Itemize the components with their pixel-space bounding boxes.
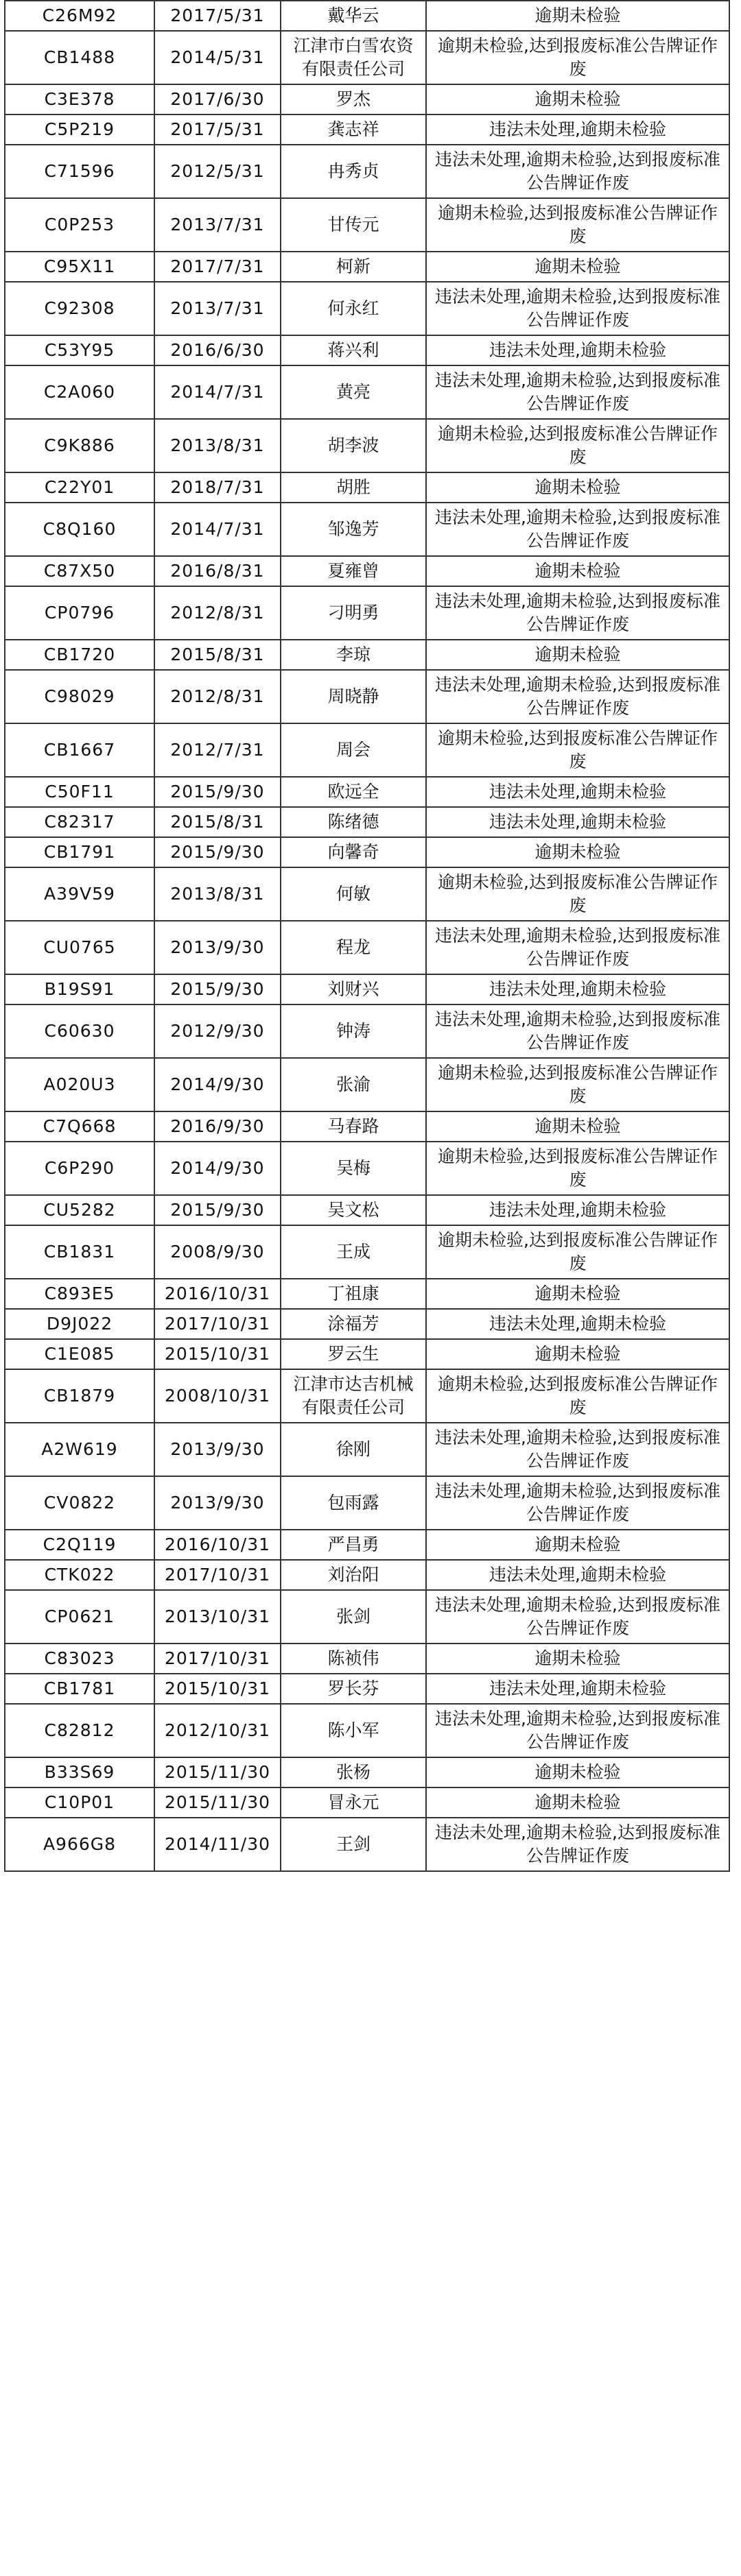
status-cell: 逾期未检验,达到报废标准公告牌证作废 [426,31,729,84]
table-row [5,586,729,640]
status-cell: 逾期未检验 [426,1757,729,1787]
expiry-date-cell: 2016/10/31 [154,1279,281,1309]
plate-number-cell: CP0621 [5,1590,154,1644]
plate-number-cell: CU5282 [5,1195,154,1225]
plate-number-cell: CB1720 [5,640,154,670]
plate-number-cell: CP0796 [5,586,154,640]
owner-name-cell: 王剑 [281,1818,426,1871]
table-row [5,1423,729,1476]
table-row [5,145,729,198]
plate-number-cell: CB1488 [5,31,154,84]
plate-number-cell: CU0765 [5,921,154,974]
owner-name-cell: 冒永元 [281,1787,426,1818]
status-cell: 逾期未检验 [426,1339,729,1369]
owner-name-cell: 冉秀贞 [281,145,426,198]
status-cell: 违法未处理,逾期未检验,达到报废标准公告牌证作废 [426,365,729,419]
status-cell: 逾期未检验,达到报废标准公告牌证作废 [426,1369,729,1423]
plate-number-cell: C60630 [5,1004,154,1058]
owner-name-cell: 何永红 [281,282,426,335]
owner-name-cell: 张渝 [281,1058,426,1111]
status-cell: 违法未处理,逾期未检验 [426,1674,729,1704]
table-row [5,1818,729,1871]
owner-name-cell: 王成 [281,1225,426,1279]
table-row [5,867,729,921]
status-cell: 逾期未检验,达到报废标准公告牌证作废 [426,1225,729,1279]
plate-number-cell: CB1667 [5,723,154,777]
table-row [5,640,729,670]
table-row [5,1195,729,1225]
table-body [5,1,729,1871]
owner-name-cell: 甘传元 [281,198,426,252]
expiry-date-cell: 2012/8/31 [154,670,281,723]
table-row [5,1530,729,1560]
expiry-date-cell: 2015/9/30 [154,1195,281,1225]
plate-number-cell: C10P01 [5,1787,154,1818]
owner-name-cell: 涂福芳 [281,1309,426,1339]
owner-name-cell: 周会 [281,723,426,777]
table-row [5,1560,729,1590]
owner-name-cell: 陈祯伟 [281,1644,426,1674]
expiry-date-cell: 2013/9/30 [154,1476,281,1530]
expiry-date-cell: 2015/10/31 [154,1339,281,1369]
plate-number-cell: C26M92 [5,1,154,31]
expiry-date-cell: 2012/9/30 [154,1004,281,1058]
expiry-date-cell: 2013/9/30 [154,1423,281,1476]
expiry-date-cell: 2015/11/30 [154,1757,281,1787]
status-cell: 逾期未检验 [426,1279,729,1309]
status-cell: 逾期未检验 [426,1644,729,1674]
expiry-date-cell: 2016/6/30 [154,335,281,365]
status-cell: 逾期未检验,达到报废标准公告牌证作废 [426,419,729,472]
plate-number-cell: B19S91 [5,974,154,1004]
status-cell: 违法未处理,逾期未检验,达到报废标准公告牌证作废 [426,145,729,198]
plate-number-cell: C3E378 [5,84,154,115]
table-row [5,1369,729,1423]
expiry-date-cell: 2013/9/30 [154,921,281,974]
status-cell: 逾期未检验,达到报废标准公告牌证作废 [426,1142,729,1195]
owner-name-cell: 钟涛 [281,1004,426,1058]
table-row [5,503,729,556]
table-row [5,777,729,807]
plate-number-cell: C0P253 [5,198,154,252]
status-cell: 违法未处理,逾期未检验 [426,777,729,807]
table-row [5,198,729,252]
owner-name-cell: 周晓静 [281,670,426,723]
status-cell: 逾期未检验 [426,556,729,586]
status-cell: 逾期未检验 [426,1,729,31]
expiry-date-cell: 2017/6/30 [154,84,281,115]
plate-number-cell: C9K886 [5,419,154,472]
plate-number-cell: CTK022 [5,1560,154,1590]
owner-name-cell: 蒋兴利 [281,335,426,365]
expiry-date-cell: 2014/9/30 [154,1142,281,1195]
expiry-date-cell: 2015/8/31 [154,640,281,670]
table-row [5,1674,729,1704]
owner-name-cell: 龚志祥 [281,115,426,145]
owner-name-cell: 吴梅 [281,1142,426,1195]
owner-name-cell: 刁明勇 [281,586,426,640]
plate-number-cell: C8Q160 [5,503,154,556]
expiry-date-cell: 2015/9/30 [154,974,281,1004]
plate-number-cell: C1E085 [5,1339,154,1369]
vehicle-record-table [4,0,730,1872]
expiry-date-cell: 2014/11/30 [154,1818,281,1871]
status-cell: 违法未处理,逾期未检验,达到报废标准公告牌证作废 [426,586,729,640]
expiry-date-cell: 2017/10/31 [154,1309,281,1339]
plate-number-cell: C83023 [5,1644,154,1674]
status-cell: 违法未处理,逾期未检验,达到报废标准公告牌证作废 [426,1423,729,1476]
owner-name-cell: 张杨 [281,1757,426,1787]
owner-name-cell: 柯新 [281,252,426,282]
table-row [5,335,729,365]
owner-name-cell: 邹逸芳 [281,503,426,556]
plate-number-cell: C53Y95 [5,335,154,365]
status-cell: 逾期未检验 [426,837,729,867]
status-cell: 逾期未检验 [426,472,729,503]
plate-number-cell: A2W619 [5,1423,154,1476]
table-row [5,115,729,145]
plate-number-cell: CB1791 [5,837,154,867]
owner-name-cell: 夏雍曾 [281,556,426,586]
status-cell: 逾期未检验,达到报废标准公告牌证作废 [426,198,729,252]
plate-number-cell: C5P219 [5,115,154,145]
expiry-date-cell: 2015/8/31 [154,807,281,837]
status-cell: 违法未处理,逾期未检验,达到报废标准公告牌证作废 [426,1590,729,1644]
expiry-date-cell: 2017/10/31 [154,1560,281,1590]
table-row [5,1,729,31]
owner-name-cell: 江津市白雪农资有限责任公司 [281,31,426,84]
table-row [5,837,729,867]
plate-number-cell: CB1831 [5,1225,154,1279]
status-cell: 逾期未检验 [426,640,729,670]
expiry-date-cell: 2017/7/31 [154,252,281,282]
table-row [5,1476,729,1530]
owner-name-cell: 罗云生 [281,1339,426,1369]
owner-name-cell: 刘治阳 [281,1560,426,1590]
plate-number-cell: C87X50 [5,556,154,586]
owner-name-cell: 李琼 [281,640,426,670]
status-cell: 逾期未检验,达到报废标准公告牌证作废 [426,1058,729,1111]
expiry-date-cell: 2013/8/31 [154,419,281,472]
plate-number-cell: C71596 [5,145,154,198]
owner-name-cell: 丁祖康 [281,1279,426,1309]
expiry-date-cell: 2014/5/31 [154,31,281,84]
plate-number-cell: C893E5 [5,1279,154,1309]
plate-number-cell: C7Q668 [5,1111,154,1142]
status-cell: 逾期未检验,达到报废标准公告牌证作废 [426,723,729,777]
plate-number-cell: C2A060 [5,365,154,419]
table-row [5,252,729,282]
owner-name-cell: 胡胜 [281,472,426,503]
table-row [5,1279,729,1309]
expiry-date-cell: 2016/10/31 [154,1530,281,1560]
plate-number-cell: B33S69 [5,1757,154,1787]
table-row [5,974,729,1004]
expiry-date-cell: 2013/7/31 [154,198,281,252]
expiry-date-cell: 2013/8/31 [154,867,281,921]
status-cell: 违法未处理,逾期未检验 [426,1309,729,1339]
owner-name-cell: 黄亮 [281,365,426,419]
plate-number-cell: C92308 [5,282,154,335]
status-cell: 逾期未检验 [426,252,729,282]
owner-name-cell: 胡李波 [281,419,426,472]
expiry-date-cell: 2013/10/31 [154,1590,281,1644]
plate-number-cell: CB1879 [5,1369,154,1423]
owner-name-cell: 何敏 [281,867,426,921]
expiry-date-cell: 2008/10/31 [154,1369,281,1423]
plate-number-cell: C2Q119 [5,1530,154,1560]
expiry-date-cell: 2012/7/31 [154,723,281,777]
plate-number-cell: CV0822 [5,1476,154,1530]
table-row [5,365,729,419]
table-row [5,1225,729,1279]
expiry-date-cell: 2018/7/31 [154,472,281,503]
plate-number-cell: C82317 [5,807,154,837]
expiry-date-cell: 2016/8/31 [154,556,281,586]
plate-number-cell: A39V59 [5,867,154,921]
status-cell: 违法未处理,逾期未检验,达到报废标准公告牌证作废 [426,1476,729,1530]
expiry-date-cell: 2015/9/30 [154,777,281,807]
status-cell: 逾期未检验 [426,1787,729,1818]
plate-number-cell: A020U3 [5,1058,154,1111]
expiry-date-cell: 2014/7/31 [154,365,281,419]
table-row [5,1058,729,1111]
owner-name-cell: 罗长芬 [281,1674,426,1704]
owner-name-cell: 程龙 [281,921,426,974]
status-cell: 违法未处理,逾期未检验 [426,807,729,837]
status-cell: 违法未处理,逾期未检验,达到报废标准公告牌证作废 [426,921,729,974]
table-row [5,1644,729,1674]
owner-name-cell: 戴华云 [281,1,426,31]
table-row [5,556,729,586]
expiry-date-cell: 2015/10/31 [154,1674,281,1704]
expiry-date-cell: 2016/9/30 [154,1111,281,1142]
status-cell: 违法未处理,逾期未检验 [426,115,729,145]
table-row [5,84,729,115]
plate-number-cell: C95X11 [5,252,154,282]
table-row [5,282,729,335]
plate-number-cell: C6P290 [5,1142,154,1195]
table-row [5,472,729,503]
table-row [5,807,729,837]
table-row [5,1590,729,1644]
status-cell: 逾期未检验 [426,1530,729,1560]
status-cell: 逾期未检验,达到报废标准公告牌证作废 [426,867,729,921]
expiry-date-cell: 2017/10/31 [154,1644,281,1674]
owner-name-cell: 罗杰 [281,84,426,115]
owner-name-cell: 张剑 [281,1590,426,1644]
status-cell: 违法未处理,逾期未检验 [426,1195,729,1225]
table-row [5,723,729,777]
plate-number-cell: CB1781 [5,1674,154,1704]
owner-name-cell: 徐刚 [281,1423,426,1476]
plate-number-cell: C50F11 [5,777,154,807]
expiry-date-cell: 2017/5/31 [154,1,281,31]
status-cell: 违法未处理,逾期未检验 [426,974,729,1004]
owner-name-cell: 欧远全 [281,777,426,807]
status-cell: 违法未处理,逾期未检验,达到报废标准公告牌证作废 [426,1818,729,1871]
expiry-date-cell: 2012/5/31 [154,145,281,198]
expiry-date-cell: 2014/9/30 [154,1058,281,1111]
table-row [5,670,729,723]
owner-name-cell: 严昌勇 [281,1530,426,1560]
table-row [5,1309,729,1339]
owner-name-cell: 包雨露 [281,1476,426,1530]
plate-number-cell: C98029 [5,670,154,723]
expiry-date-cell: 2017/5/31 [154,115,281,145]
status-cell: 违法未处理,逾期未检验 [426,1560,729,1590]
table-row [5,1704,729,1757]
expiry-date-cell: 2012/10/31 [154,1704,281,1757]
plate-number-cell: C22Y01 [5,472,154,503]
expiry-date-cell: 2008/9/30 [154,1225,281,1279]
expiry-date-cell: 2015/11/30 [154,1787,281,1818]
owner-name-cell: 吴文松 [281,1195,426,1225]
status-cell: 逾期未检验 [426,84,729,115]
status-cell: 违法未处理,逾期未检验,达到报废标准公告牌证作废 [426,503,729,556]
status-cell: 违法未处理,逾期未检验,达到报废标准公告牌证作废 [426,670,729,723]
status-cell: 逾期未检验 [426,1111,729,1142]
status-cell: 违法未处理,逾期未检验,达到报废标准公告牌证作废 [426,282,729,335]
plate-number-cell: D9J022 [5,1309,154,1339]
table-row [5,31,729,84]
table-row [5,1004,729,1058]
owner-name-cell: 马春路 [281,1111,426,1142]
table-row [5,1787,729,1818]
table-row [5,1757,729,1787]
expiry-date-cell: 2015/9/30 [154,837,281,867]
owner-name-cell: 向馨奇 [281,837,426,867]
status-cell: 违法未处理,逾期未检验,达到报废标准公告牌证作废 [426,1004,729,1058]
table-row [5,921,729,974]
status-cell: 违法未处理,逾期未检验,达到报废标准公告牌证作废 [426,1704,729,1757]
owner-name-cell: 江津市达吉机械有限责任公司 [281,1369,426,1423]
expiry-date-cell: 2012/8/31 [154,586,281,640]
owner-name-cell: 陈小军 [281,1704,426,1757]
plate-number-cell: C82812 [5,1704,154,1757]
status-cell: 违法未处理,逾期未检验 [426,335,729,365]
plate-number-cell: A966G8 [5,1818,154,1871]
owner-name-cell: 陈绪德 [281,807,426,837]
table-row [5,419,729,472]
table-row [5,1142,729,1195]
table-row [5,1339,729,1369]
expiry-date-cell: 2014/7/31 [154,503,281,556]
expiry-date-cell: 2013/7/31 [154,282,281,335]
table-row [5,1111,729,1142]
owner-name-cell: 刘财兴 [281,974,426,1004]
